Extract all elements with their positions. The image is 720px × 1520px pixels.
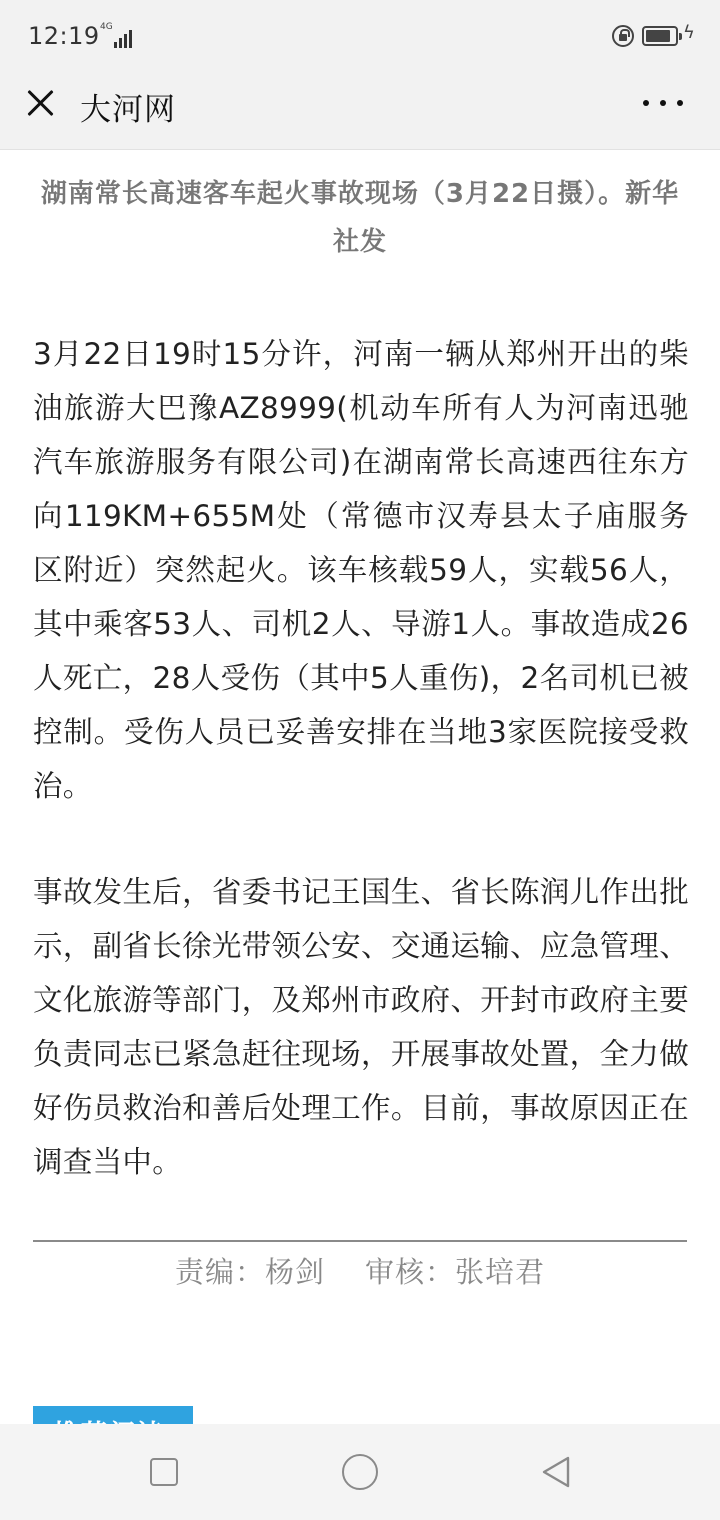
app-header	[0, 72, 720, 150]
recent-apps-icon[interactable]	[150, 1458, 178, 1486]
battery-fill	[646, 30, 670, 42]
back-icon[interactable]	[538, 1454, 574, 1490]
status-time: 12:19	[28, 22, 100, 50]
divider	[33, 1240, 687, 1242]
reviewer-label: 审核：张培君	[365, 1255, 546, 1289]
network-type: 4G	[100, 22, 113, 32]
editor-label: 责编：杨剑	[174, 1255, 325, 1289]
more-icon[interactable]	[643, 98, 683, 108]
article-paragraph-1: 3月22日19时15分许，河南一辆从郑州开出的柴油旅游大巴豫AZ8999(机动车所有人为河南迅驰汽车旅游服务有限公司)在湖南常长高速西往东方向119KM+655M处（常德市汉寿县太子庙服务区附近）突然起火。该车核载59人，实载56人，其中乘客53人、司机2人、导游1人。事故造成26人死亡，28人受伤（其中5人重伤)，2名司机已被控制。受伤人员已妥善安排在当地3家医院接受救治。	[33, 337, 689, 803]
signal-icon	[100, 24, 132, 48]
home-icon[interactable]	[342, 1454, 378, 1490]
nav-bar	[0, 1424, 720, 1520]
page-title: 大河网	[80, 92, 176, 128]
charging-icon: ϟ	[683, 22, 695, 43]
editor-credits	[0, 1250, 720, 1291]
article-paragraph-2: 事故发生后，省委书记王国生、省长陈润儿作出批示，副省长徐光带领公安、交通运输、应急管理、文化旅游等部门，及郑州市政府、开封市政府主要负责同志已紧急赶往现场，开展事故处置，全力做好伤员救治和善后处理工作。目前，事故原因正在调查当中。	[33, 875, 689, 1179]
battery-icon	[642, 26, 678, 46]
status-bar	[0, 0, 720, 72]
lock-rotation-icon	[612, 25, 634, 47]
close-icon[interactable]	[24, 86, 58, 120]
image-caption: 湖南常长高速客车起火事故现场（3月22日摄）。新华社发	[40, 179, 680, 257]
